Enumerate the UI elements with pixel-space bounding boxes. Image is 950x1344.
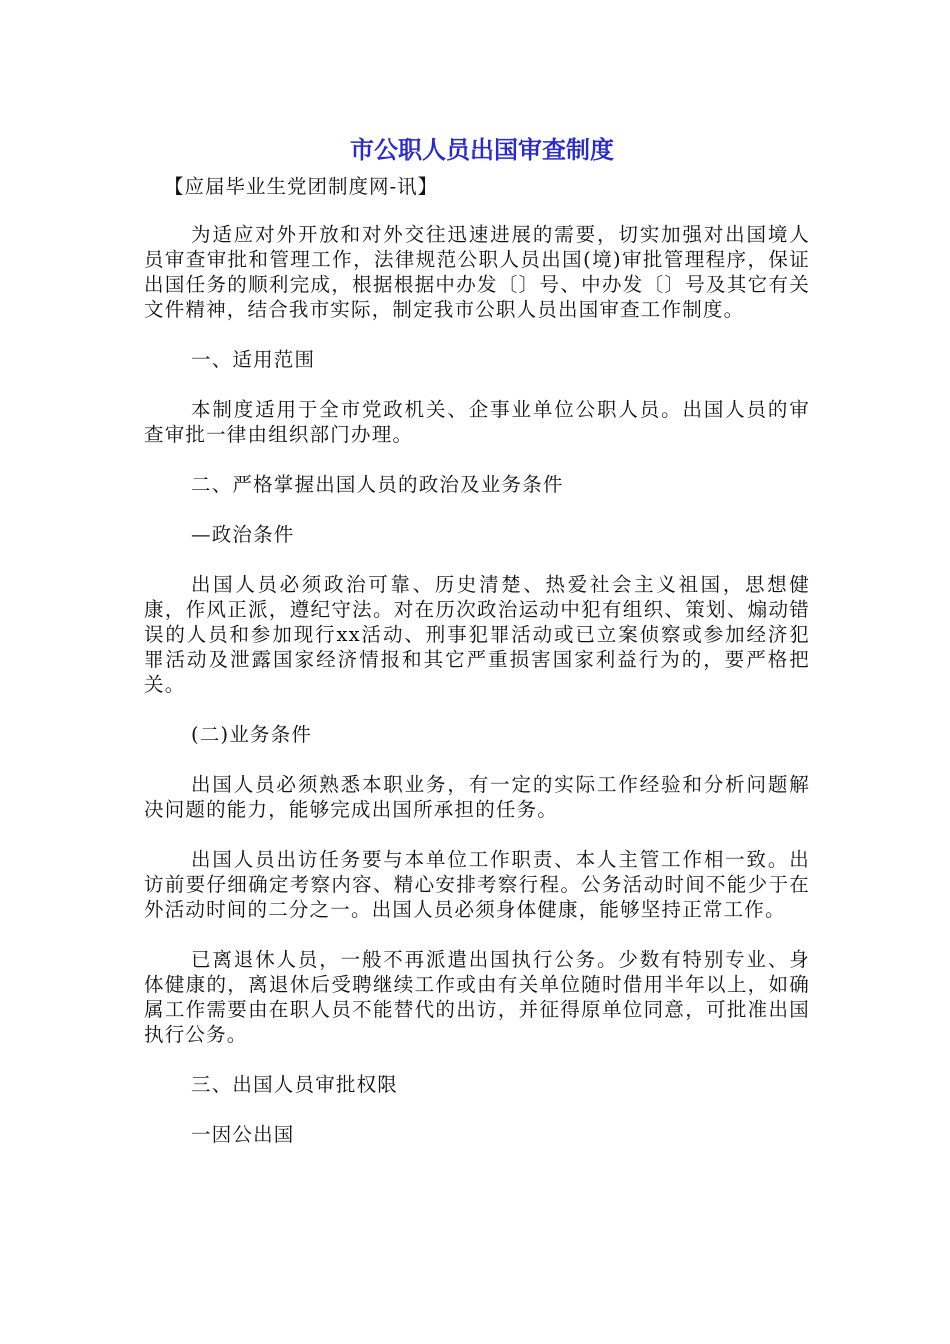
paragraph-political: 出国人员必须政治可靠、历史清楚、热爱社会主义祖国，思想健康，作风正派，遵纪守法。对在历次政治运动中犯有组织、策划、煽动错误的人员和参加现行xx活动、刑事犯罪活动或已立案侦察或参加经济犯罪活动及泄露国家经济情报和其它严重损害国家利益行为的，要严格把关。 bbox=[144, 573, 810, 696]
subheading-political: —政治条件 bbox=[191, 523, 295, 546]
paragraph-intro: 为适应对外开放和对外交往迅速进展的需要，切实加强对出国境人员审查审批和管理工作，法律规范公职人员出国(境)审批管理程序，保证出国任务的顺利完成，根据根据中办发〔〕号、中办发〔〕号及其它有关文件精神，结合我市实际，制定我市公职人员出国审查工作制度。 bbox=[144, 223, 810, 321]
paragraph-scope: 本制度适用于全市党政机关、企事业单位公职人员。出国人员的审查审批一律由组织部门办理。 bbox=[144, 398, 810, 446]
section-heading-scope: 一、适用范围 bbox=[191, 348, 316, 371]
document-title: 市公职人员出国审查制度 bbox=[350, 136, 614, 164]
section-heading-approval: 三、出国人员审批权限 bbox=[191, 1073, 399, 1096]
document-page bbox=[144, 130, 810, 1147]
paragraph-business: 出国人员必须熟悉本职业务，有一定的实际工作经验和分析问题解决问题的能力，能够完成出国所承担的任务。 bbox=[144, 773, 810, 821]
paragraph-retired: 已离退休人员，一般不再派遣出国执行公务。少数有特别专业、身体健康的，离退休后受聘继续工作或由有关单位随时借用半年以上，如确属工作需要由在职人员不能替代的出访，并征得原单位同意，可批准出国执行公务。 bbox=[144, 948, 810, 1046]
section-heading-conditions: 二、严格掌握出国人员的政治及业务条件 bbox=[191, 473, 564, 496]
document-source: 【应届毕业生党团制度网-讯】 bbox=[164, 175, 439, 198]
subheading-official-travel: 一因公出国 bbox=[191, 1123, 295, 1146]
subheading-business: (二)业务条件 bbox=[191, 723, 313, 746]
paragraph-duties: 出国人员出访任务要与本单位工作职责、本人主管工作相一致。出访前要仔细确定考察内容、精心安排考察行程。公务活动时间不能少于在外活动时间的二分之一。出国人员必须身体健康，能够坚持正常工作。 bbox=[144, 848, 810, 921]
